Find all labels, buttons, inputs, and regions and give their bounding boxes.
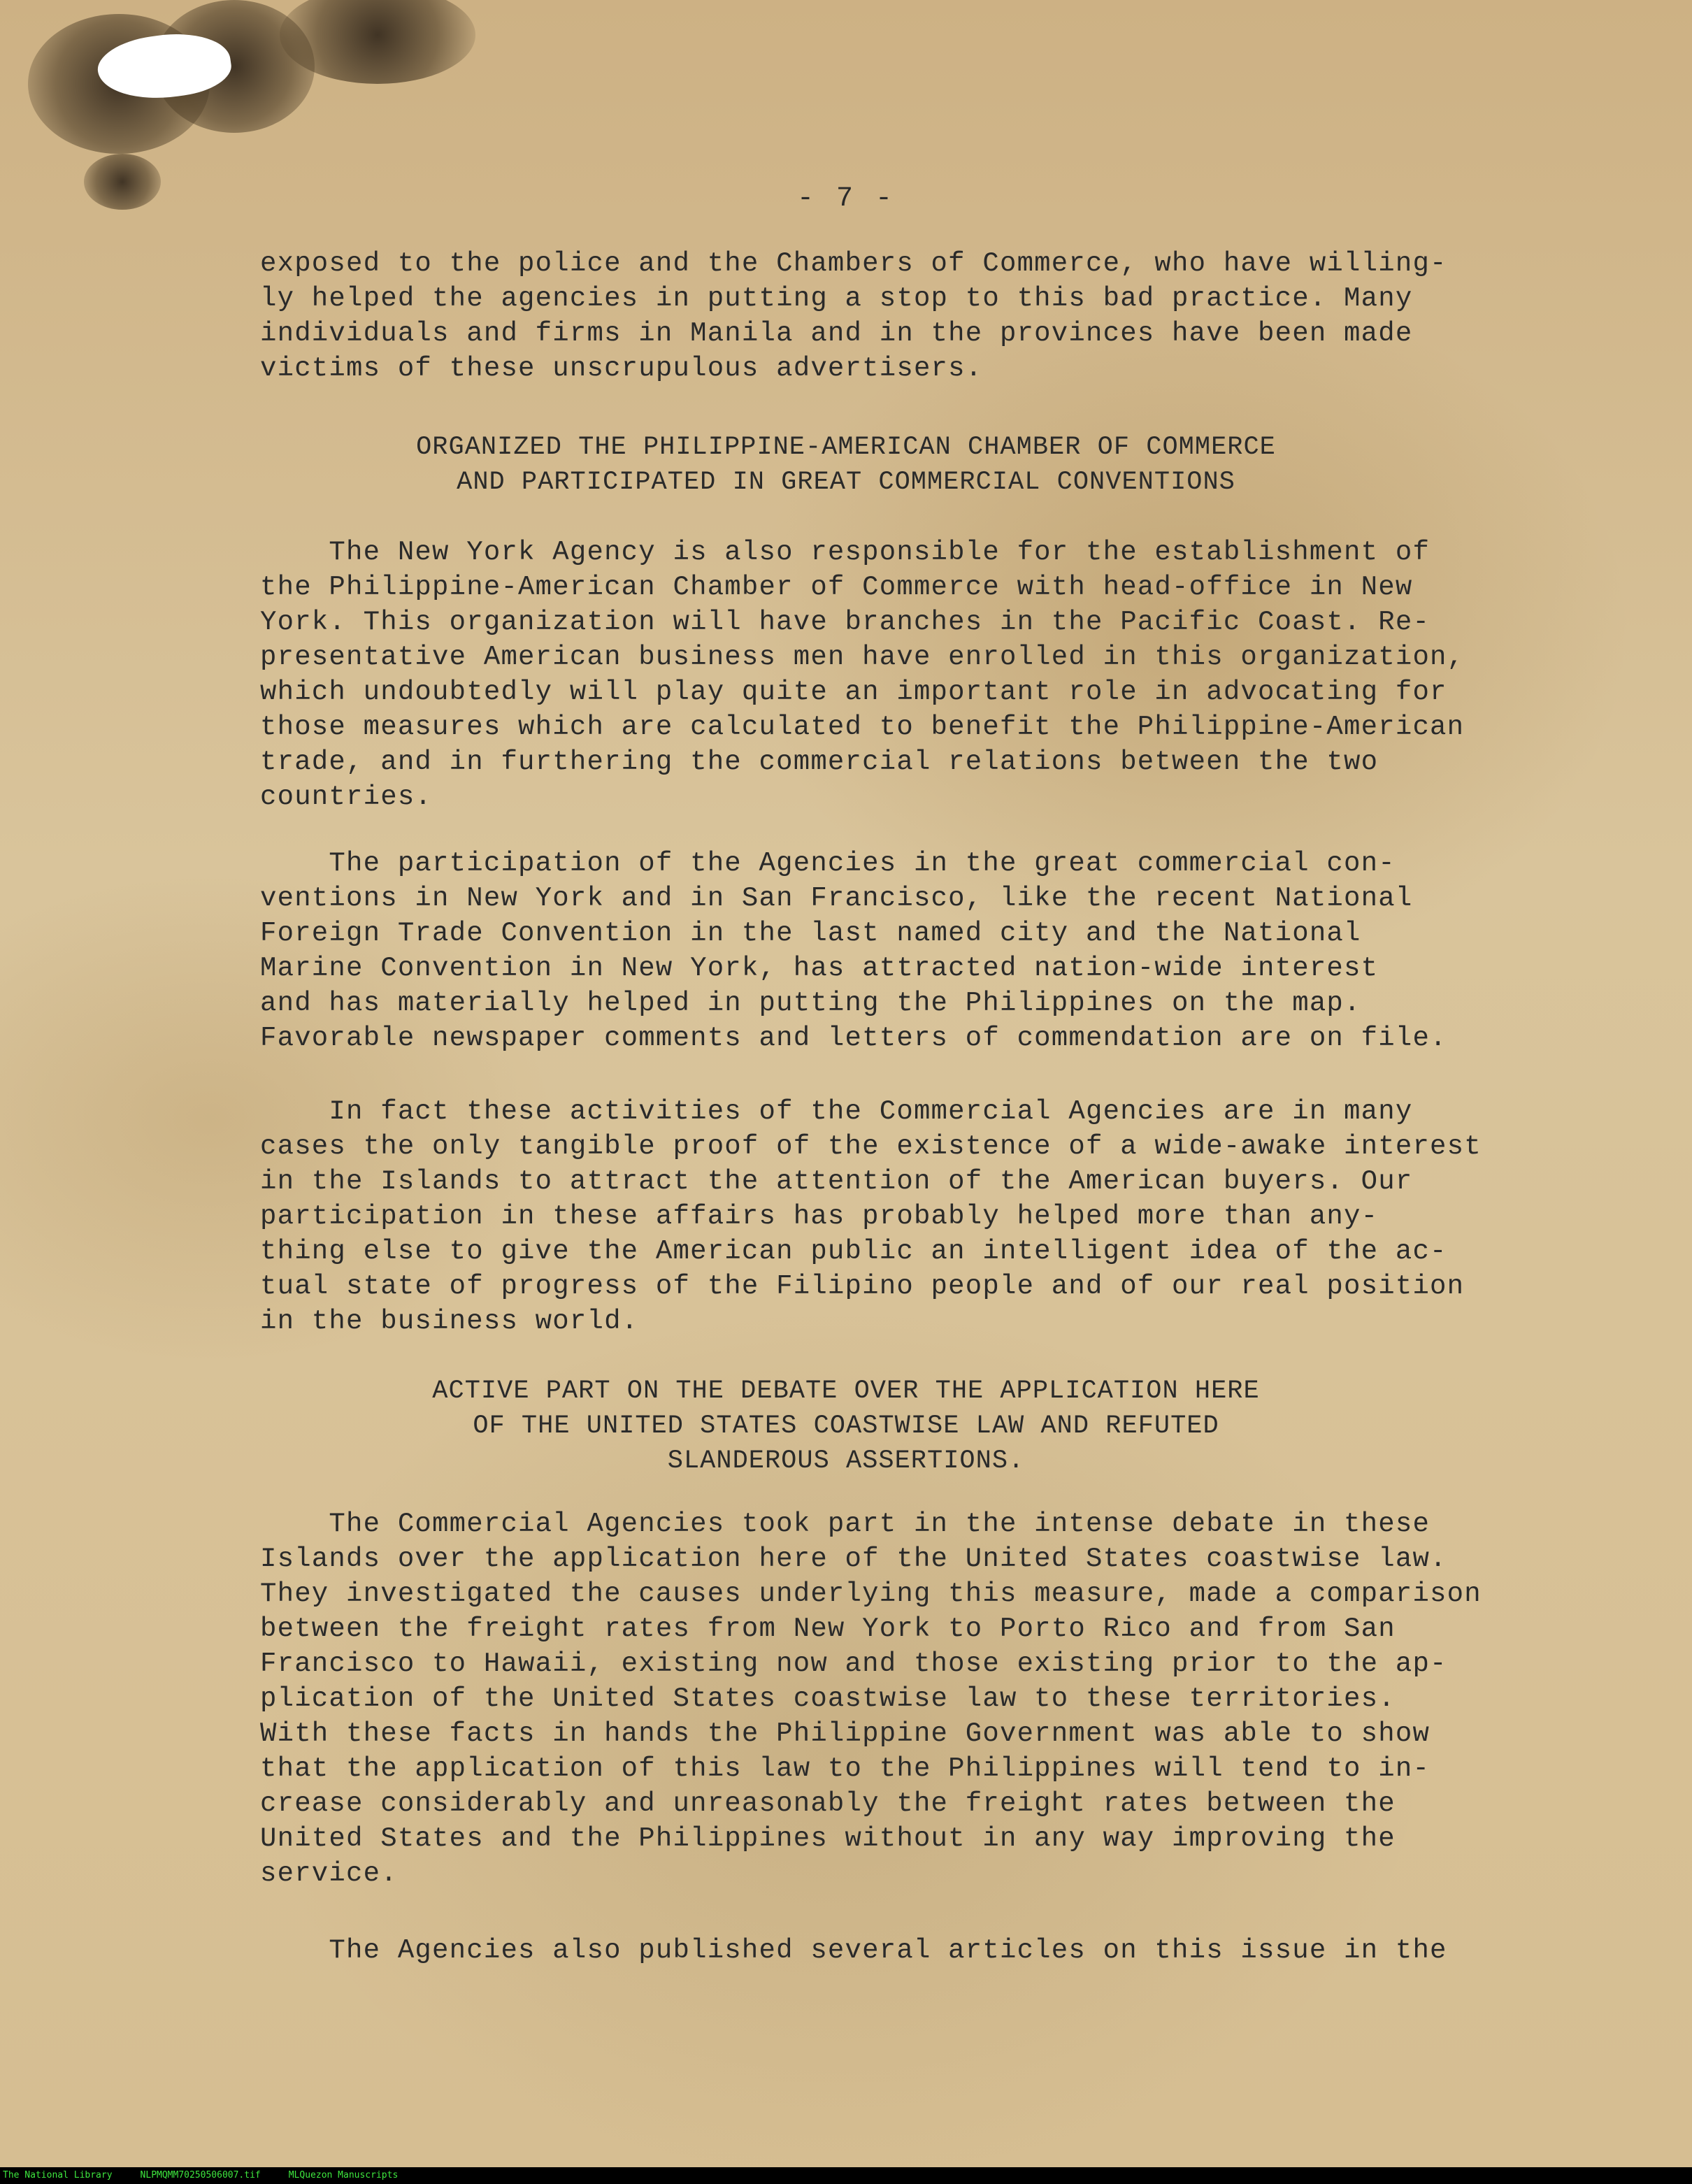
paragraph-new-york-agency — [260, 535, 1540, 814]
paragraph-coastwise-debate — [260, 1507, 1540, 1891]
text-line: between the freight rates from New York to Porto Rico and from San — [260, 1614, 1396, 1644]
text-line: participation in these affairs has probably helped more than any- — [260, 1201, 1379, 1232]
text-line: thing else to give the American public an intelligent idea of the ac- — [260, 1236, 1447, 1267]
text-line: plication of the United States coastwise law to these territories. — [260, 1683, 1396, 1714]
text-line: The Agencies also published several articles on this issue in the — [260, 1935, 1447, 1966]
text-line: that the application of this law to the Philippines will tend to in- — [260, 1753, 1431, 1784]
text-line: SLANDEROUS ASSERTIONS. — [667, 1446, 1025, 1476]
text-line: cases the only tangible proof of the existence of a wide-awake interest — [260, 1131, 1482, 1162]
page-number: - 7 - — [796, 183, 896, 215]
text-line: They investigated the causes underlying this measure, made a comparison — [260, 1579, 1482, 1609]
scan-footer — [0, 2167, 1692, 2184]
text-line: victims of these unscrupulous advertisers. — [260, 353, 983, 384]
text-line: in the business world. — [260, 1306, 639, 1337]
text-line: ventions in New York and in San Francisco, like the recent National — [260, 883, 1413, 914]
text-line: those measures which are calculated to benefit the Philippine-American — [260, 712, 1465, 742]
paragraph-continuation — [260, 246, 1540, 386]
text-line: trade, and in furthering the commercial relations between the two — [260, 747, 1379, 777]
text-line: OF THE UNITED STATES COASTWISE LAW AND REFUTED — [473, 1411, 1219, 1441]
text-line: ORGANIZED THE PHILIPPINE-AMERICAN CHAMBER OF COMMERCE — [416, 433, 1276, 462]
text-line: and has materially helped in putting the Philippines on the map. — [260, 988, 1361, 1019]
text-line: exposed to the police and the Chambers of Commerce, who have willing- — [260, 248, 1447, 279]
text-line: which undoubtedly will play quite an important role in advocating for — [260, 677, 1447, 707]
text-line: countries. — [260, 782, 433, 812]
paragraph-conventions — [260, 846, 1540, 1056]
text-line: AND PARTICIPATED IN GREAT COMMERCIAL CONVENTIONS — [457, 468, 1235, 497]
text-line: service. — [260, 1858, 398, 1889]
text-line: presentative American business men have enrolled in this organization, — [260, 642, 1465, 673]
text-line: Francisco to Hawaii, existing now and those existing prior to the ap- — [260, 1648, 1447, 1679]
section-heading-chamber — [0, 430, 1692, 500]
footer-library: The National Library — [3, 2170, 113, 2181]
text-line: York. This organization will have branches in the Pacific Coast. Re- — [260, 607, 1431, 638]
text-line: The Commercial Agencies took part in the intense debate in these — [260, 1509, 1431, 1539]
text-line: Foreign Trade Convention in the last named city and the National — [260, 918, 1361, 949]
paragraph-articles — [260, 1933, 1540, 1968]
footer-collection: MLQuezon Manuscripts — [288, 2170, 399, 2181]
text-line: the Philippine-American Chamber of Commerce with head-office in New — [260, 572, 1413, 603]
paragraph-activities — [260, 1094, 1540, 1339]
text-line: ACTIVE PART ON THE DEBATE OVER THE APPLICATION HERE — [432, 1377, 1260, 1406]
text-line: in the Islands to attract the attention of the American buyers. Our — [260, 1166, 1413, 1197]
text-line: individuals and firms in Manila and in the provinces have been made — [260, 318, 1413, 349]
text-line: tual state of progress of the Filipino people and of our real position — [260, 1271, 1465, 1302]
text-line: United States and the Philippines without in any way improving the — [260, 1823, 1396, 1854]
text-line: Favorable newspaper comments and letters of commendation are on file. — [260, 1023, 1447, 1054]
section-heading-coastwise-law — [0, 1374, 1692, 1479]
footer-file: NLPMQMM70250506007.tif — [140, 2170, 261, 2181]
text-line: Islands over the application here of the United States coastwise law. — [260, 1544, 1447, 1574]
text-line: crease considerably and unreasonably the freight rates between the — [260, 1788, 1396, 1819]
text-line: The participation of the Agencies in the great commercial con- — [260, 848, 1396, 879]
text-line: With these facts in hands the Philippine Government was able to show — [260, 1718, 1431, 1749]
text-line: In fact these activities of the Commercial Agencies are in many — [260, 1096, 1413, 1127]
text-line: Marine Convention in New York, has attracted nation-wide interest — [260, 953, 1379, 984]
text-line: The New York Agency is also responsible for the establishment of — [260, 537, 1431, 568]
text-line: ly helped the agencies in putting a stop to this bad practice. Many — [260, 283, 1413, 314]
